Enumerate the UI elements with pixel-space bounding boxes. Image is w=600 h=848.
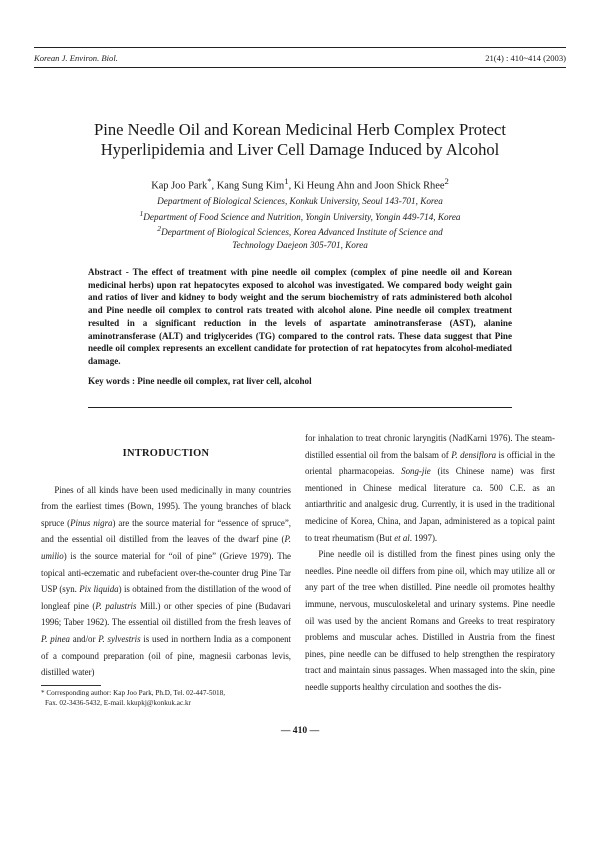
running-head-rule-top bbox=[34, 47, 566, 48]
abstract bbox=[88, 266, 512, 387]
running-head-rule-bottom bbox=[34, 67, 566, 68]
keywords: Key words : Pine needle oil complex, rat liver cell, alcohol bbox=[88, 375, 312, 386]
footnote-line: * Corresponding author: Kap Joo Park, Ph.D, Tel. 02-447-5018, bbox=[41, 689, 226, 697]
author-mark: * bbox=[207, 176, 212, 186]
affiliation-line: $^1$Department of Food Science and Nutrition, Yongin University, Yongin 449-714, Korea bbox=[139, 208, 461, 222]
journal-name: Korean J. Environ. Biol. bbox=[34, 53, 118, 63]
page-number: — 410 — bbox=[280, 725, 320, 736]
affiliation-line: Technology Daejeon 305-701, Korea bbox=[232, 239, 368, 250]
author-name: and Joon Shick Rhee bbox=[357, 180, 445, 192]
author-list: Kap Joo Park*, Kang Sung Kim$^1$, Ki Heung Ahn and Joon Shick Rhee$^2$ bbox=[151, 176, 449, 192]
paragraph: Pines of all kinds have been used medicinally in many countries from the earliest times (Bown, 1995). The young branches of black spruce (Pinus nigra) are the source material for “essence of spruce”, and the essential oil distilled from the leaves of the dwarf pine (P. umilio) is the source material for “oil of pine” (Grieve 1979). The topical anti-eczematic and rubefacient over-the-counter drug Pine Tar USP (syn. Pix liquida) is obtained from the distillation of the wood of longleaf pine (P. palustris Mill.) or other species of pine (Budavari 1996; Taber 1962). The essential oil distilled from the fresh leaves of P. pinea and/or P. sylvestris is used in northern India as a component of a compound preparation (oil of pine, magnesii carbonas levis, distilled water) bbox=[41, 484, 291, 678]
paper-title bbox=[40, 120, 560, 160]
footnote bbox=[41, 688, 291, 708]
citation: 21(4) : 410~414 (2003) bbox=[485, 53, 566, 63]
author-mark: 2 bbox=[444, 176, 449, 186]
footnote-rule bbox=[41, 685, 101, 686]
paragraph: for inhalation to treat chronic laryngitis (NadKarni 1976). The steam-distilled essential oil from the balsam of P. densiflora is official in the oriental pharmacopeias. Song-jie (its Chinese name) was first mentioned in Chinese medical literature ca. 500 C.E. as an antiarthritic and analgesic drug. Currently, it is used in the traditional medicine of Korea, China, and Japan, administered as a topical paint to treat rheumatism (But et al. 1997). bbox=[305, 433, 555, 543]
right-column bbox=[305, 430, 555, 696]
author-name: Kap Joo Park bbox=[151, 180, 208, 192]
author-name: Ki Heung Ahn bbox=[293, 180, 355, 192]
affiliations bbox=[40, 195, 560, 252]
author-mark: 1 bbox=[284, 176, 289, 186]
paragraph: Pine needle oil is distilled from the finest pines using only the needles. Pine needle oil differs from pine oil, which may utilize all or any part of the tree when distilled. Pine needle oil promotes healthy immune, nervous, musculoskeletal and urinary systems. Pine needle oil was used by the ancient Romans and Greeks to treat respiratory problems and muscular aches. Distilled in Austria from the finest pines, pine needle can be diffused to help strengthen the respiratory tract and maintain sinus passages. When massaged into the skin, pine needle supports healthy circulation and soothes the dis- bbox=[305, 549, 555, 692]
abstract-text: Abstract - The effect of treatment with pine needle oil complex (complex of pine needle oil and Korean medicinal herbs) upon rat hepatocytes exposed to alcohol was investigated. We compared body weight gain and ratios of liver and kidney to body weight and the serum biochemistry of rats administered both alcohol and Pine needle oil complex to control rats treated with alcohol alone. Pine needle oil complex treatment resulted in a significant reduction in the levels of aspartate aminotransferase (AST), alanine aminotransferase (ALT) and triglycerides (TG) compared to the control rats. These data suggest that Pine needle oil complex represents an excellent candidate for protection of rat hepatocytes from alcohol-mediated damage. bbox=[88, 267, 512, 366]
footnote-line: Fax. 02-3436-5432, E-mail. kkupkj@konkuk.ac.kr bbox=[45, 699, 191, 707]
affiliation-line: Department of Biological Sciences, Konkuk University, Seoul 143-701, Korea bbox=[157, 196, 443, 206]
title-line: Hyperlipidemia and Liver Cell Damage Induced by Alcohol bbox=[100, 140, 500, 159]
author-name: Kang Sung Kim bbox=[216, 180, 285, 192]
title-line: Pine Needle Oil and Korean Medicinal Herb Complex Protect bbox=[94, 120, 506, 139]
section-heading: INTRODUCTION bbox=[122, 448, 210, 459]
affiliation-line: $^2$Department of Biological Sciences, Korea Advanced Institute of Science and bbox=[157, 224, 443, 238]
left-column bbox=[41, 430, 291, 681]
running-head bbox=[34, 51, 566, 65]
abstract-rule bbox=[88, 407, 512, 408]
